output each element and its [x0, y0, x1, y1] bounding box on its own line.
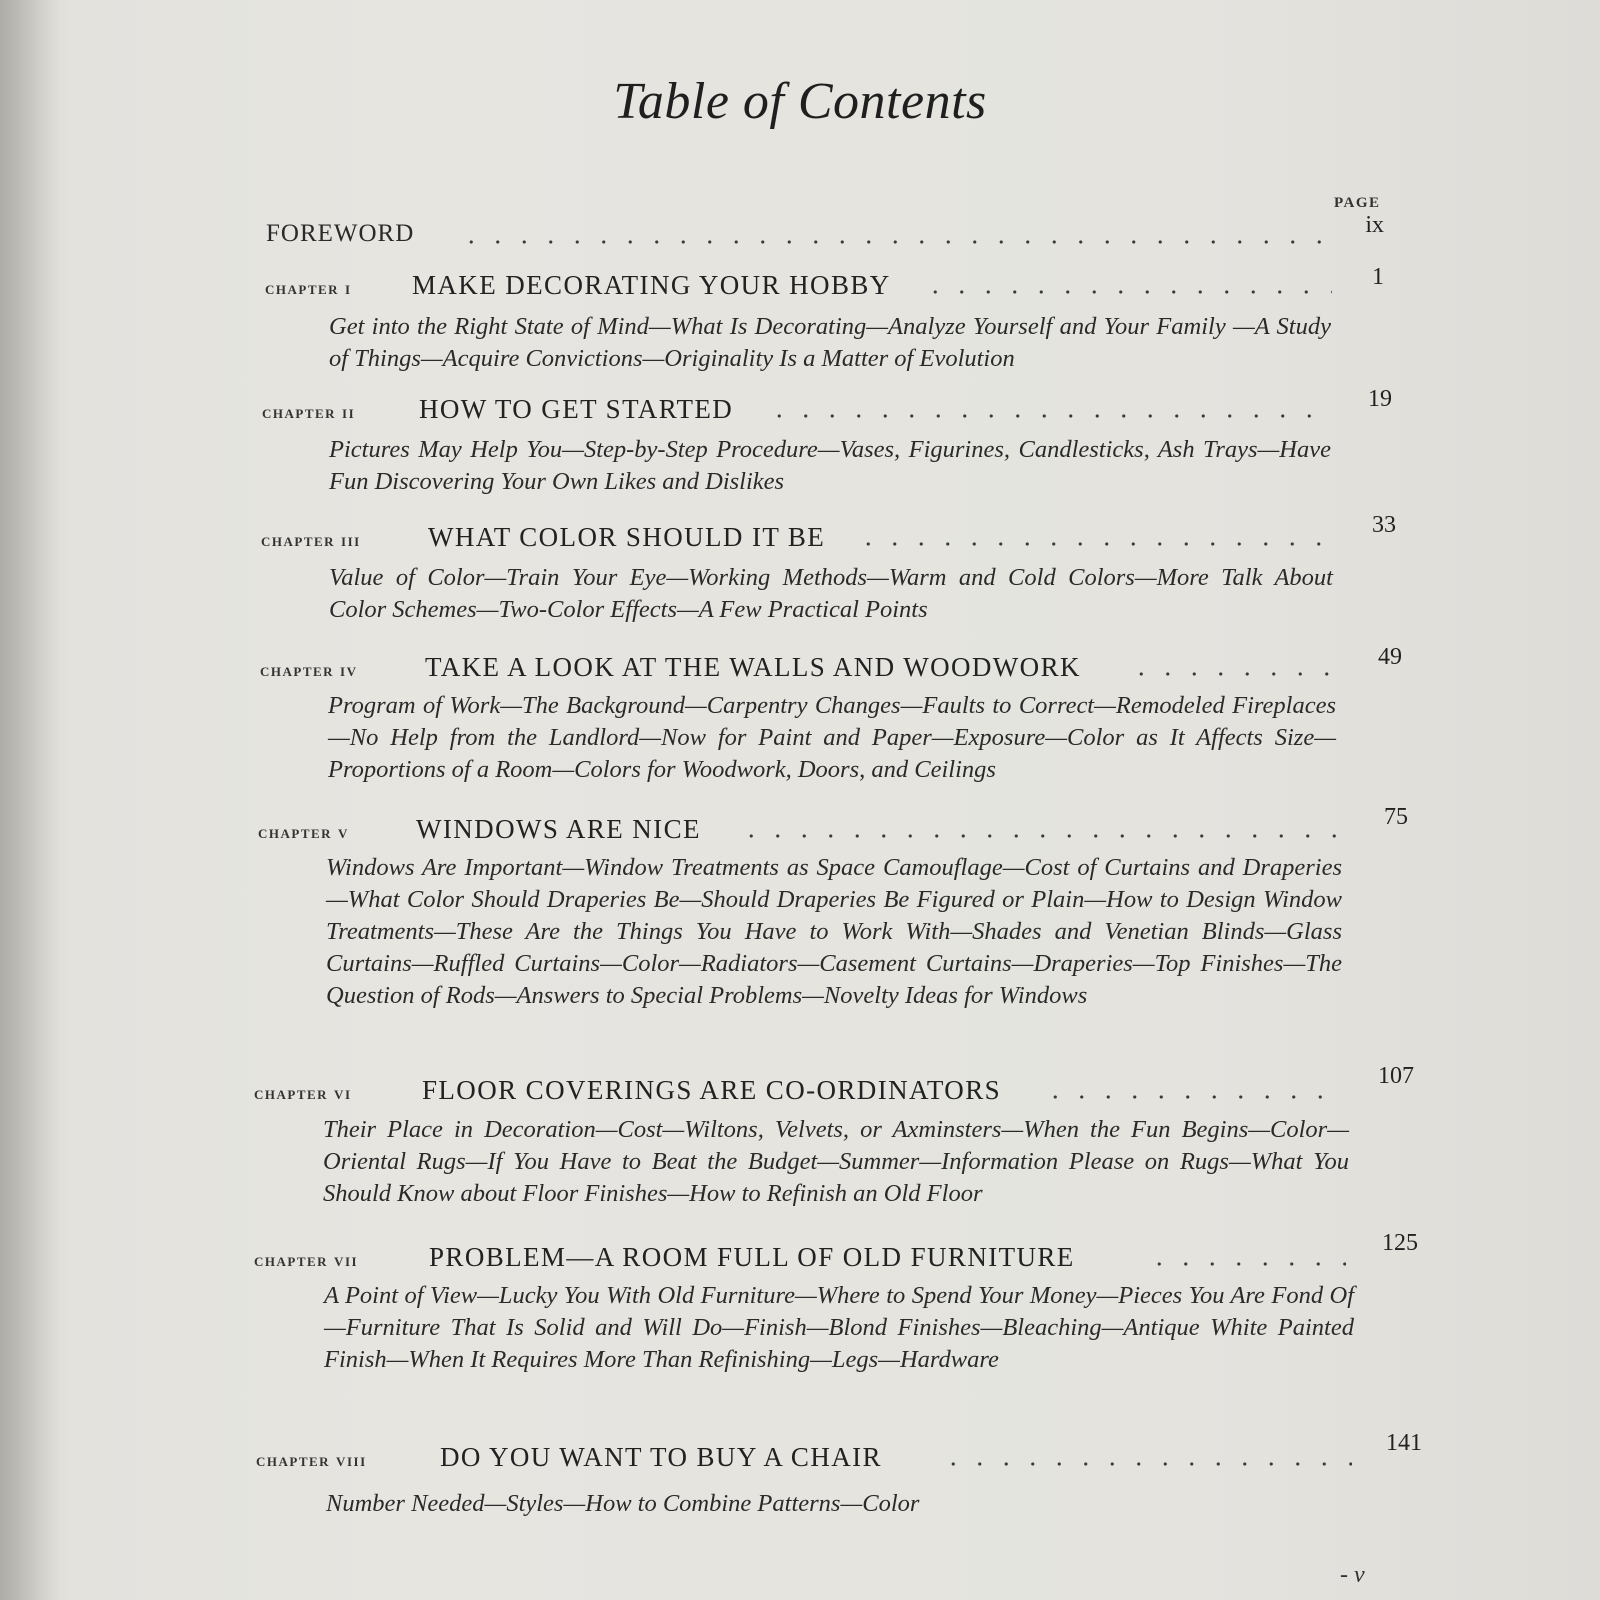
folio-page-number: - v: [1340, 1562, 1365, 1588]
chapter-label: chapter v: [258, 822, 349, 842]
chapter-description: Pictures May Help You—Step-by-Step Procedure—Vases, Figurines, Candlesticks, Ash Trays—Have Fun Discovering Your Own Likes and Dislikes: [329, 436, 1331, 495]
chapter-label: chapter iii: [261, 530, 361, 550]
page-number: 1: [1372, 264, 1384, 290]
page-number: ix: [1365, 212, 1384, 238]
chapter-description: Value of Color—Train Your Eye—Working Methods—Warm and Cold Colors—More Talk About Color Schemes—Two-Color Effects—A Few Practical Points: [329, 564, 1333, 623]
chapter-title: HOW TO GET STARTED: [419, 394, 734, 424]
chapter-entry: [0, 386, 1600, 432]
chapter-entry: [0, 264, 1600, 308]
foreword-entry: [0, 212, 1600, 258]
chapter-entry: [0, 512, 1600, 560]
chapter-entry: [0, 1230, 1600, 1280]
foreword-label: FOREWORD: [266, 220, 415, 247]
chapter-description: Windows Are Important—Window Treatments as Space Camouflage—Cost of Curtains and Draperies—What Color Should Draperies Be—Should Draperies Be Figured or Plain—How to Design Window Treatments—These Are the Things You Have to Work With—Shades and Venetian Blinds—Glass Curtains—Ruffled Curtains—Color—Radiators—Casement Curtains—Draperies—Top Finishes—The Question of Rods—Answers to Special Problems—Novelty Ideas for Windows: [326, 854, 1342, 1009]
chapter-label: chapter iv: [260, 660, 358, 680]
chapter-title: MAKE DECORATING YOUR HOBBY: [412, 270, 891, 300]
dot-leader: [940, 1462, 1352, 1466]
chapter-description: Program of Work—The Background—Carpentry Changes—Faults to Correct—Remodeled Fireplaces—No Help from the Landlord—Now for Paint and Paper—Exposure—Color as It Affects Size—Proportions of a Room—Colors for Woodwork, Doors, and Ceilings: [328, 692, 1336, 783]
chapter-label: chapter viii: [256, 1450, 367, 1470]
chapter-entry: [0, 1430, 1600, 1480]
chapter-description: A Point of View—Lucky You With Old Furniture—Where to Spend Your Money—Pieces You Are Fond Of—Furniture That Is Solid and Will Do—Finish—Blond Finishes—Bleaching—Antique White Painted Finish—When It Requires More Than Refinishing—Legs—Hardware: [324, 1282, 1354, 1373]
dot-leader: [458, 240, 1328, 244]
chapter-title: WHAT COLOR SHOULD IT BE: [428, 522, 826, 552]
page-number: 141: [1386, 1430, 1422, 1456]
dot-leader: [922, 290, 1332, 294]
page-number: 19: [1368, 386, 1392, 412]
page-number: 49: [1378, 644, 1402, 670]
dot-leader: [766, 414, 1332, 418]
page-title: Table of Contents: [613, 73, 987, 130]
chapter-label: chapter vi: [254, 1083, 352, 1103]
page-number: 33: [1372, 512, 1396, 538]
dot-leader: [1128, 672, 1334, 676]
chapter-label: chapter ii: [262, 402, 356, 422]
page-number: 75: [1384, 804, 1408, 830]
dot-leader: [738, 834, 1338, 838]
dot-leader: [1146, 1262, 1346, 1266]
chapter-title: DO YOU WANT TO BUY A CHAIR: [440, 1442, 882, 1472]
page-number: 107: [1378, 1063, 1414, 1089]
page-number: 125: [1382, 1230, 1418, 1256]
dot-leader: [1042, 1095, 1340, 1099]
page-column-label: PAGE: [1334, 195, 1381, 211]
chapter-title: TAKE A LOOK AT THE WALLS AND WOODWORK: [425, 652, 1081, 682]
chapter-label: chapter i: [265, 278, 352, 298]
chapter-label: chapter vii: [254, 1250, 359, 1270]
chapter-title: PROBLEM—A ROOM FULL OF OLD FURNITURE: [429, 1242, 1075, 1272]
chapter-title: FLOOR COVERINGS ARE CO-ORDINATORS: [422, 1075, 1002, 1105]
chapter-title: WINDOWS ARE NICE: [416, 814, 701, 844]
dot-leader: [855, 542, 1333, 546]
chapter-entry: [0, 644, 1600, 690]
chapter-description: Their Place in Decoration—Cost—Wiltons, Velvets, or Axminsters—When the Fun Begins—Color—Oriental Rugs—If You Have to Beat the Budget—Summer—Information Please on Rugs—What You Should Know about Floor Finishes—How to Refinish an Old Floor: [323, 1116, 1349, 1207]
chapter-description: Number Needed—Styles—How to Combine Patterns—Color: [326, 1490, 920, 1517]
chapter-description: Get into the Right State of Mind—What Is Decorating—Analyze Yourself and Your Family —A Study of Things—Acquire Convictions—Originality Is a Matter of Evolution: [329, 313, 1331, 372]
chapter-entry: [0, 804, 1600, 852]
chapter-entry: [0, 1063, 1600, 1113]
